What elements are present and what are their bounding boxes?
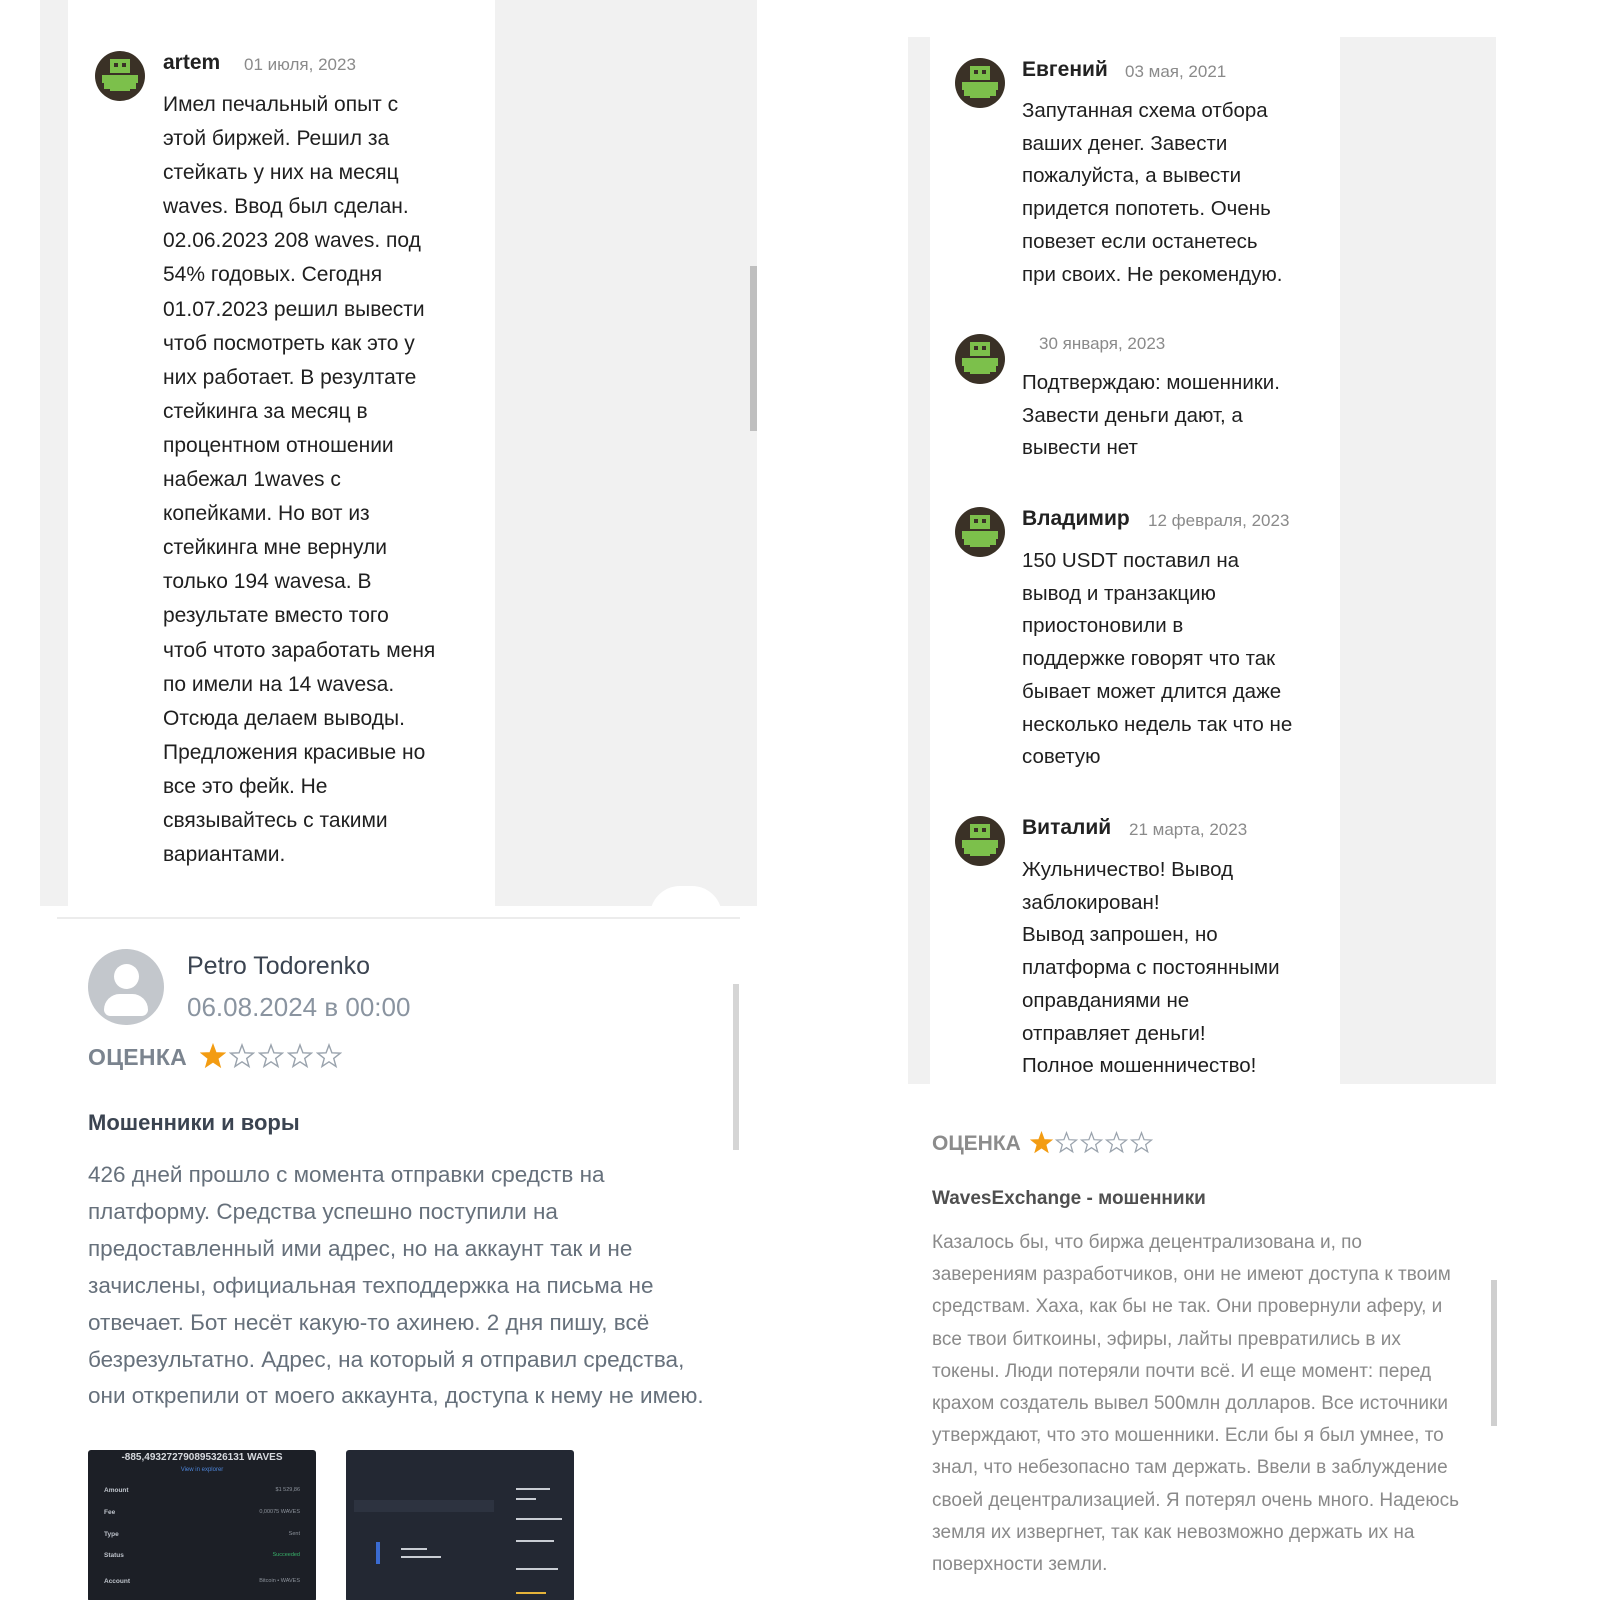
comment-author[interactable]: artem (163, 51, 221, 74)
avatar[interactable] (955, 507, 1005, 557)
attachment-amount: -885,49327279089532613​1 WAVES (121, 1452, 283, 1463)
explorer-link: View in explorer (180, 1467, 224, 1473)
star-empty-icon (1105, 1131, 1128, 1154)
review-title: WavesExchange - мошенники (932, 1188, 1206, 1209)
avatar-body (104, 994, 148, 1016)
star-empty-icon (1055, 1131, 1078, 1154)
comment-date: 01 июля, 2023 (244, 55, 356, 74)
review-date: 06.08.2024 в 00:00 (187, 992, 411, 1022)
attachment-thumbnail[interactable] (346, 1450, 574, 1600)
review-author[interactable]: Petro Todorenko (187, 952, 370, 980)
scrollbar[interactable] (733, 984, 739, 1150)
detail-row: Account Bitcoin • WAVES (104, 1578, 300, 1585)
attachment-thumbnail[interactable] (88, 1450, 316, 1600)
comment-text: Жульничество! Вывод заблокирован! Вывод запрошен, но платформа с постоянными оправданиями не отправляет деньги! Полное мошенничество! (1022, 858, 1280, 1078)
rating-label: ОЦЕНКА (88, 1044, 188, 1070)
rating-stars (200, 1043, 345, 1069)
comment-date: 30 января, 2023 (1039, 334, 1166, 353)
avatar[interactable] (955, 58, 1005, 108)
detail-row: Type Sent (104, 1531, 300, 1538)
detail-row: Amount $1 529,86 (104, 1487, 300, 1494)
comment-author[interactable]: Владимир (1022, 507, 1130, 530)
comment-author[interactable]: Евгений (1022, 58, 1108, 81)
review-title: Мошенники и воры (88, 1110, 300, 1135)
divider (57, 917, 740, 919)
star-empty-icon (229, 1043, 255, 1069)
comment-text: Имел печальный опыт с этой биржей. Решил за стейкать у них на месяц waves. Ввод был сделан. 02.06.2023 208 waves. под 54% годовых. Сегодня 01.07.2023 решил вывести чтоб посмотреть как это у них работает. В резултате стейкинга за месяц в процентном отношении набежал 1waves с копейками. Но вот из стейкинга мне вернули только 194 wavesa. В результате вместо того чтоб чтото заработать меня по имели на 14 wavesa. Отсюда делаем выводы. Предложения красивые но все это фейк. Не связывайтесь с такими вариантами. (163, 93, 436, 867)
screenshot-decoration (376, 1542, 380, 1564)
avatar[interactable] (955, 334, 1005, 384)
rating-stars (1030, 1131, 1155, 1154)
avatar[interactable] (95, 51, 145, 101)
avatar[interactable] (88, 949, 164, 1025)
detail-row: Fee 0,00075 WAVES (104, 1509, 300, 1516)
avatar[interactable] (955, 816, 1005, 866)
star-empty-icon (258, 1043, 284, 1069)
comment-text: 150 USDT поставил на вывод и транзакцию приостоновили в поддержке говорят что так бывает может длится даже несколько недель так что не советую (1022, 549, 1293, 769)
avatar-head (114, 964, 139, 989)
comment-text: Запутанная схема отбора ваших денег. Завести пожалуйста, а вывести придется попотеть. Очень повезет если останетесь при своих. Не рекомендую. (1022, 99, 1283, 286)
comment-author[interactable]: Виталий (1022, 816, 1112, 839)
detail-row: Status Succeeded (104, 1552, 300, 1559)
comment-date: 03 мая, 2021 (1125, 62, 1227, 81)
comment-text: Подтверждаю: мошенники. Завести деньги дают, а вывести нет (1022, 371, 1280, 460)
star-empty-icon (287, 1043, 313, 1069)
star-filled-icon (1030, 1131, 1053, 1154)
scrollbar[interactable] (1491, 1280, 1497, 1426)
review-text: Казалось бы, что биржа децентрализована и, по заверениям разработчиков, они не имеют доступа к твоим средствам. Хаха, как бы не так. Они провернули аферу, и все твои биткоины, эфиры, лайты превратились в их токены. Люди потеряли почти всё. И еще момент: перед крахом создатель вывел 500млн долларов. Все источники утверждают, что это мошенники. Если бы я был умнее, то знал, что небезопасно там держать. Ввели в заблуждение своей децентрализацией. Я потерял очень много. Надеюсь земля их извергнет, так как невозможно держать их на поверхности земли. (932, 1232, 1459, 1576)
star-empty-icon (1130, 1131, 1153, 1154)
review-text: 426 дней прошло с момента отправки средств на платформу. Средства успешно поступили на предоставленный ими адрес, но на аккаунт так и не зачислены, официальная техподдержка на письма не отвечает. Бот несёт какую-то ахинею. 2 дня пишу, всё безрезультатно. Адрес, на который я отправил средства, они открепили от моего аккаунта, доступа к нему не имею. (88, 1162, 704, 1409)
screenshot-decoration (354, 1500, 494, 1512)
scrollbar[interactable] (750, 266, 757, 431)
star-filled-icon (200, 1043, 226, 1069)
rating-label: ОЦЕНКА (932, 1132, 1021, 1155)
comment-date: 21 марта, 2023 (1129, 820, 1248, 839)
comment-date: 12 февраля, 2023 (1148, 511, 1290, 530)
star-empty-icon (316, 1043, 342, 1069)
star-empty-icon (1080, 1131, 1103, 1154)
